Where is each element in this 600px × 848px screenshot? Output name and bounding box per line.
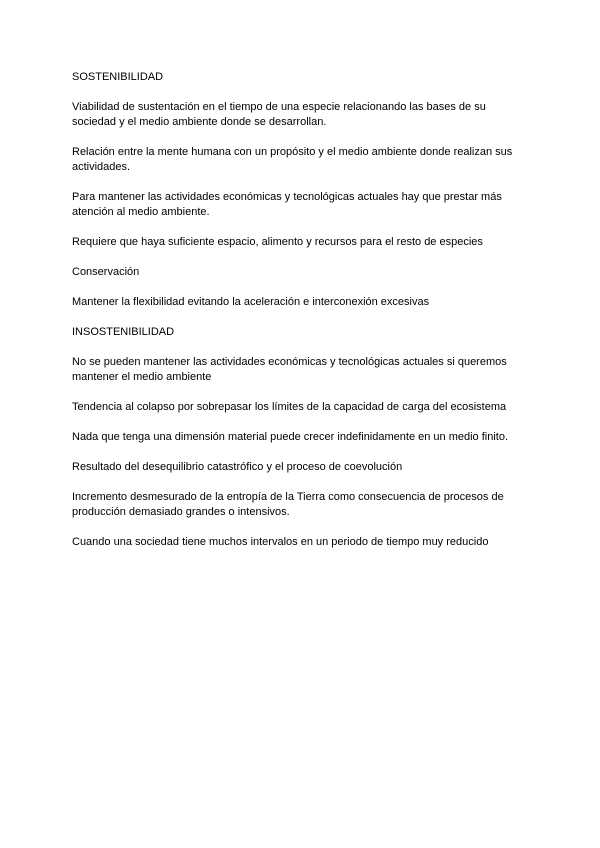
paragraph: Para mantener las actividades económicas y tecnológicas actuales hay que prestar más atención al medio ambiente.	[72, 191, 502, 218]
paragraph: Resultado del desequilibrio catastrófico y el proceso de coevolución	[72, 461, 403, 473]
paragraph: Mantener la flexibilidad evitando la aceleración e interconexión excesivas	[72, 296, 430, 308]
paragraph: Viabilidad de sustentación en el tiempo de una especie relacionando las bases de su sociedad y el medio ambiente donde se desarrollan.	[72, 101, 486, 128]
section-heading-insostenibilidad: INSOSTENIBILIDAD	[72, 326, 175, 338]
paragraph: Relación entre la mente humana con un propósito y el medio ambiente donde realizan sus actividades.	[72, 146, 513, 173]
paragraph: Conservación	[72, 266, 140, 278]
section-heading-sostenibilidad: SOSTENIBILIDAD	[72, 71, 164, 83]
paragraph: Cuando una sociedad tiene muchos intervalos en un periodo de tiempo muy reducido	[72, 536, 489, 548]
paragraph: No se pueden mantener las actividades económicas y tecnológicas actuales si queremos mantener el medio ambiente	[72, 356, 507, 383]
paragraph: Tendencia al colapso por sobrepasar los límites de la capacidad de carga del ecosistema	[72, 401, 507, 413]
paragraph: Nada que tenga una dimensión material puede crecer indefinidamente en un medio finito.	[72, 431, 509, 443]
document-body	[72, 70, 528, 565]
paragraph: Requiere que haya suficiente espacio, alimento y recursos para el resto de especies	[72, 236, 483, 248]
paragraph: Incremento desmesurado de la entropía de la Tierra como consecuencia de procesos de producción demasiado grandes o intensivos.	[72, 491, 504, 518]
